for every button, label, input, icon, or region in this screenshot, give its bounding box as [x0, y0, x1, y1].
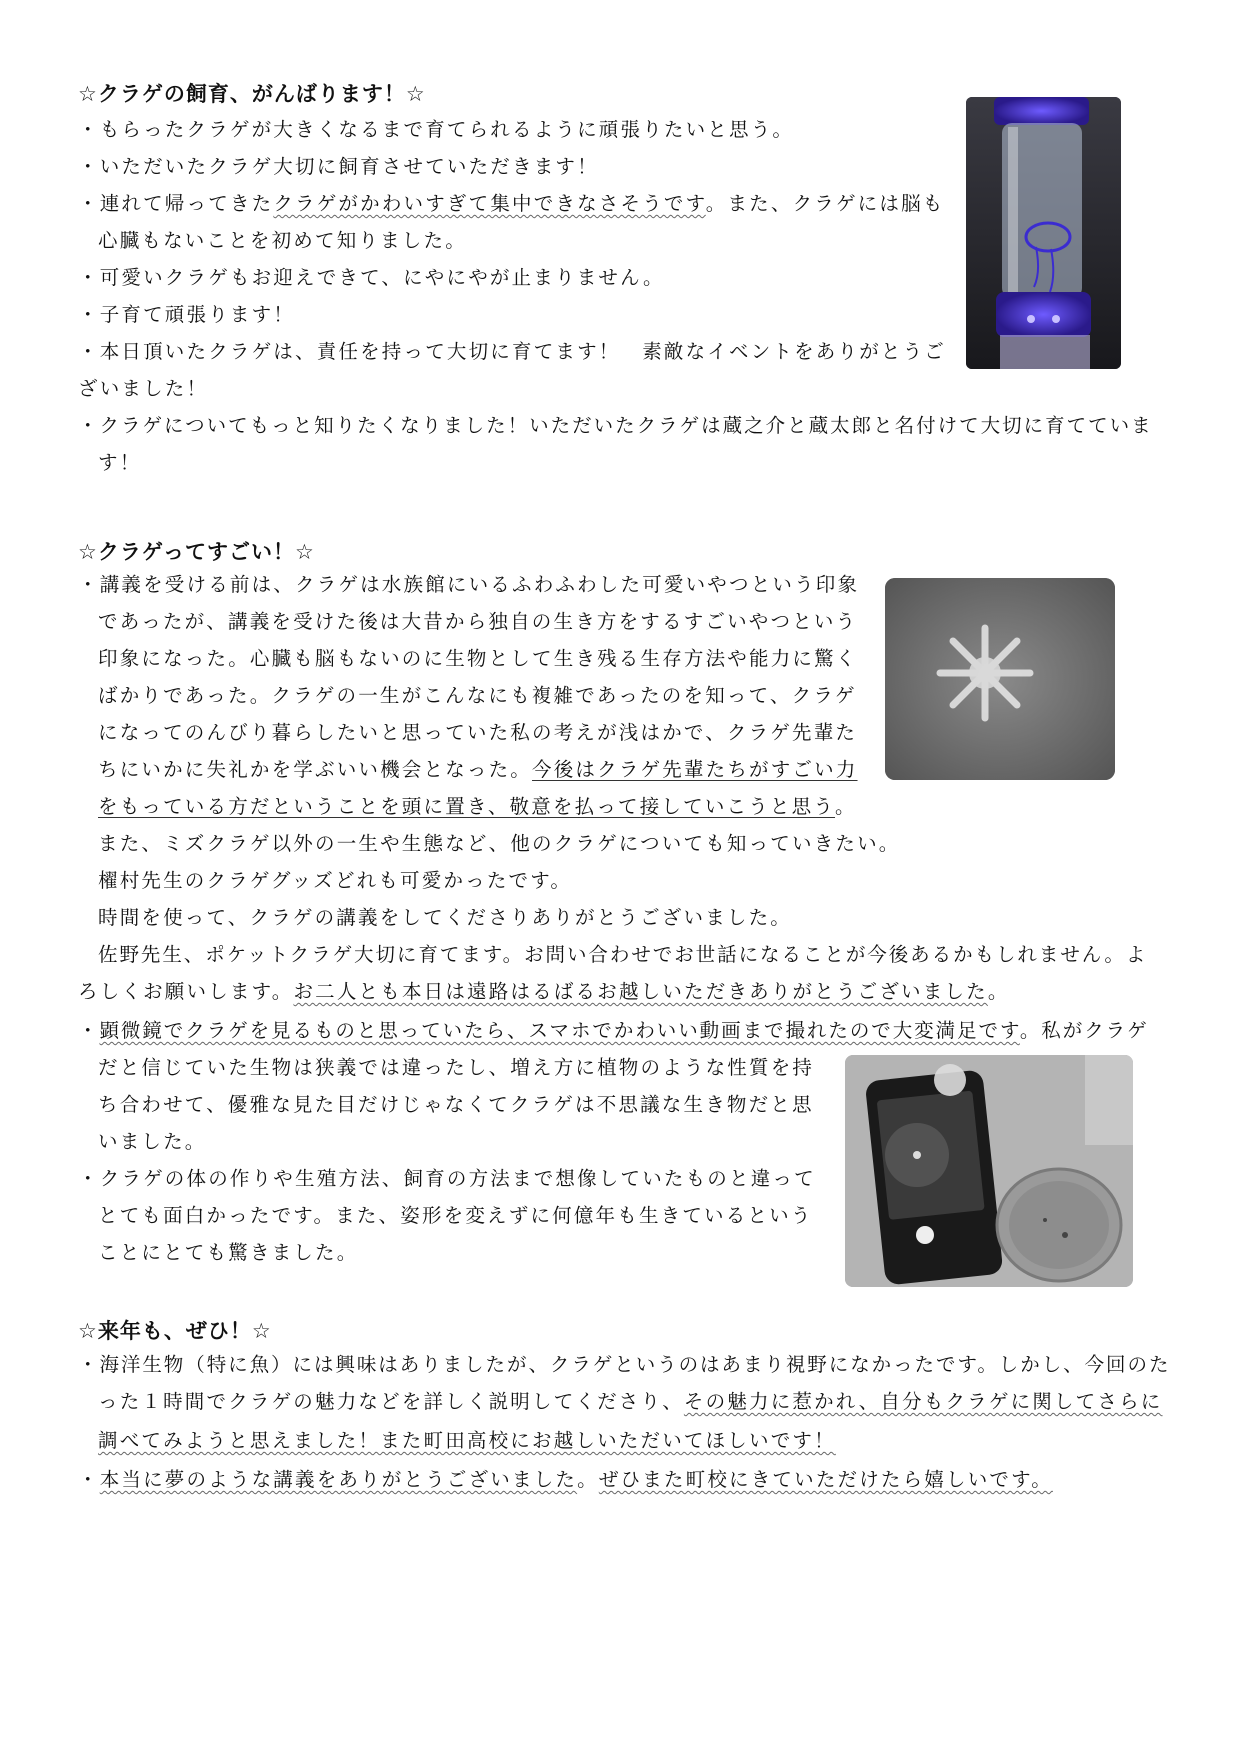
s2-line-8: また、ミズクラゲ以外の一生や生態など、他のクラゲについても知っていきたい。: [98, 832, 901, 855]
s1-line-5: ・可愛いクラゲもお迎えできて、にやにやが止まりません。: [78, 266, 665, 289]
s2-line-15: ち合わせて、優雅な見た目だけじゃなくてクラゲは不思議な生き物だと思: [98, 1093, 814, 1116]
s2-line-10: 時間を使って、クラゲの講義をしてくださりありがとうございました。: [98, 906, 793, 929]
small-jellyfish-photo: [885, 578, 1115, 780]
s2-line-9: 櫂村先生のクラゲグッズどれも可愛かったです。: [98, 869, 573, 892]
s2-line-5: になってのんびり暮らしたいと思っていた私の考えが浅はかで、クラゲ先輩た: [98, 721, 858, 744]
section2-heading: ☆クラゲってすごい！☆: [78, 540, 315, 564]
s2-line-7: をもっている方だということを頭に置き、敬意を払って接していこうと思う。: [98, 795, 857, 818]
s2-line-11: 佐野先生、ポケットクラゲ大切に育てます。お問い合わせでお世話になることが今後あるかもしれません。よ: [98, 943, 1148, 966]
s2-line-1: ・講義を受ける前は、クラゲは水族館にいるふわふわした可愛いやつという印象: [78, 573, 860, 596]
jellyfish-jar-photo: [966, 97, 1121, 369]
s2-line-16: いました。: [98, 1130, 207, 1153]
s1-line-6: ・子育て頑張ります！: [78, 303, 296, 326]
section3-heading: ☆来年も、ぜひ！☆: [78, 1319, 272, 1343]
s1-line-8: ざいました！: [78, 377, 209, 400]
s3-line-3: 調べてみようと思えました！また町田高校にお越しいただいてほしいです！: [98, 1429, 836, 1452]
s1-line-4: 心臓もないことを初めて知りました。: [98, 229, 467, 252]
s2-line-4: ばかりであった。クラゲの一生がこんなにも複雑であったのを知って、クラゲ: [98, 684, 857, 707]
s2-line-3: 印象になった。心臓も脳もないのに生物として生き残る生存方法や能力に驚く: [98, 647, 858, 670]
s2-line-13: ・顕微鏡でクラゲを見るものと思っていたら、スマホでかわいい動画まで撮れたので大変満足です。私がクラゲ: [78, 1019, 1149, 1042]
s3-line-1: ・海洋生物（特に魚）には興味はありましたが、クラゲというのはあまり視野になかったです。しかし、今回のた: [78, 1353, 1171, 1376]
s1-line-2: ・いただいたクラゲ大切に飼育させていただきます！: [78, 155, 599, 178]
s3-line-2: った１時間でクラゲの魅力などを詳しく説明してくださり、その魅力に惹かれ、自分もクラゲに関してさらに: [98, 1390, 1163, 1413]
s1-line-1: ・もらったクラゲが大きくなるまで育てられるように頑張りたいと思う。: [78, 118, 795, 141]
s1-line-9: ・クラゲについてもっと知りたくなりました！いただいたクラゲは蔵之介と蔵太郎と名付けて大切に育てていま: [78, 414, 1153, 437]
s1-line-3: ・連れて帰ってきたクラゲがかわいすぎて集中できなさそうです。また、クラゲには脳も: [78, 192, 945, 215]
s2-line-18: とても面白かったです。また、姿形を変えずに何億年も生きているという: [98, 1204, 813, 1227]
s3-line-4: ・本当に夢のような講義をありがとうございました。ぜひまた町校にきていただけたら嬉しいです。: [78, 1468, 1053, 1491]
s2-line-17: ・クラゲの体の作りや生殖方法、飼育の方法まで想像していたものと違って: [78, 1167, 816, 1190]
s1-line-10: す！: [98, 451, 142, 474]
s2-line-14: だと信じていた生物は狭義では違ったし、増え方に植物のような性質を持: [98, 1056, 815, 1079]
s2-line-6: ちにいかに失礼かを学ぶいい機会となった。今後はクラゲ先輩たちがすごい力: [98, 758, 858, 781]
s2-line-12: ろしくお願いします。お二人とも本日は遠路はるばるお越しいただきありがとうございました。: [78, 980, 1010, 1003]
s1-line-7: ・本日頂いたクラゲは、責任を持って大切に育てます！ 素敵なイベントをありがとうご: [78, 340, 947, 363]
s2-line-19: ことにとても驚きました。: [98, 1241, 359, 1264]
phone-petri-photo: [845, 1055, 1133, 1287]
s2-line-2: であったが、講義を受けた後は大昔から独自の生き方をするすごいやつという: [98, 610, 858, 633]
section1-heading: ☆クラゲの飼育、がんばります！☆: [78, 82, 426, 106]
